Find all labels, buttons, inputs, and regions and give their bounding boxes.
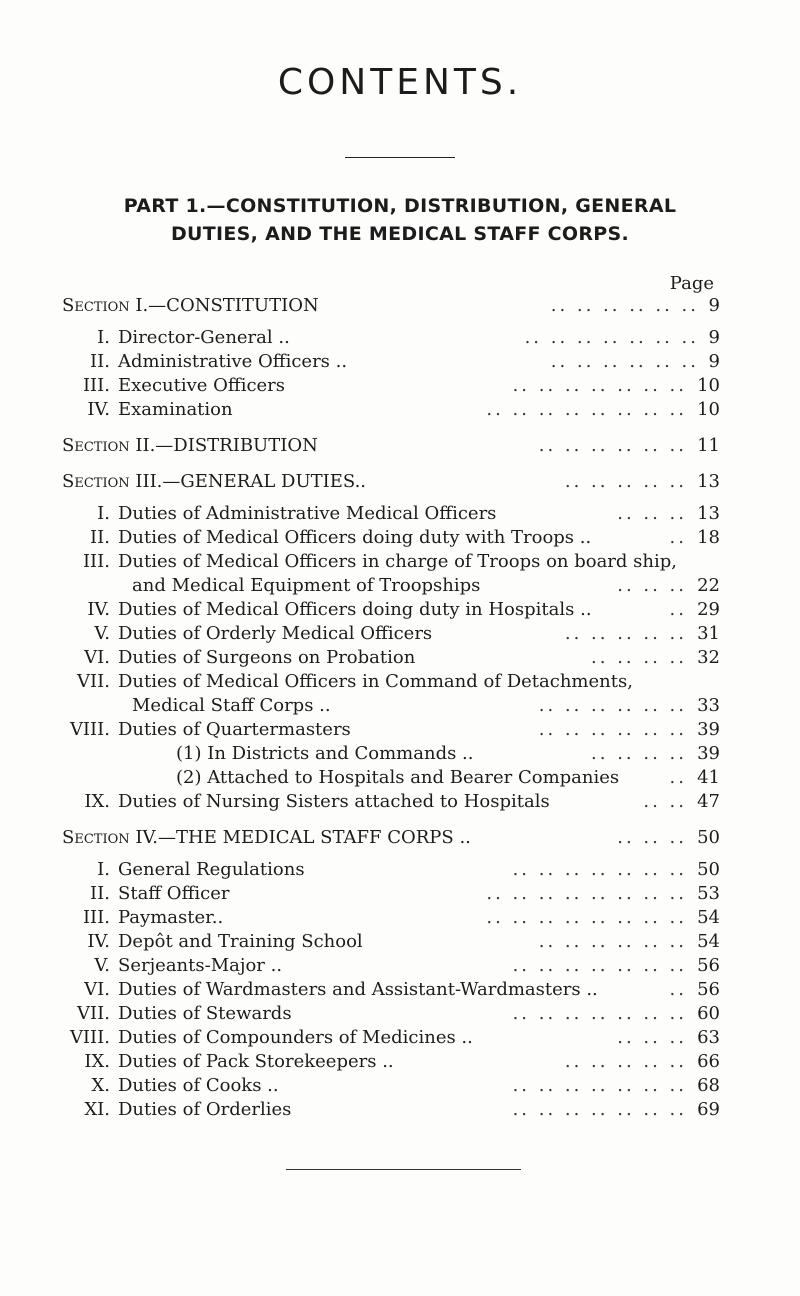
toc-entry	[0, 646, 800, 670]
page-number: 53	[697, 883, 720, 904]
dot-leader: .. .. .. .. .. ..	[538, 435, 687, 456]
page-number: 69	[697, 1099, 720, 1120]
toc-entry	[0, 1098, 800, 1122]
dot-leader: .. .. .. .. ..	[564, 1051, 687, 1072]
entry-numeral: III.	[82, 907, 110, 928]
toc-entry	[0, 374, 800, 398]
spacer	[0, 318, 800, 326]
dot-leader: ..	[669, 979, 687, 1000]
dot-leader: .. .. .. .. .. .. ..	[512, 375, 687, 396]
toc-entry	[0, 742, 800, 766]
entry-numeral: II.	[90, 883, 110, 904]
entry-numeral: VII.	[77, 671, 110, 692]
toc-entry	[0, 718, 800, 742]
dot-leader: .. .. .. .. ..	[564, 623, 687, 644]
dot-leader: .. .. .. .. .. .. .. ..	[486, 883, 687, 904]
section-name: IV.—THE MEDICAL STAFF CORPS ..	[135, 827, 471, 848]
toc-entry	[0, 526, 800, 550]
entry-title: Serjeants-Major ..	[118, 955, 283, 976]
toc-entry	[0, 882, 800, 906]
entry-title: Staff Officer	[118, 883, 230, 904]
dot-leader: .. .. ..	[617, 503, 687, 524]
dot-leader: .. .. .. .. .. ..	[550, 295, 699, 316]
toc-entry	[0, 502, 800, 526]
toc-entry	[0, 350, 800, 374]
entry-title: Duties of Compounders of Medicines ..	[118, 1027, 473, 1048]
page-number: 56	[697, 955, 720, 976]
entry-title: Duties of Wardmasters and Assistant-Wardmasters ..	[118, 979, 598, 1000]
spacer	[0, 494, 800, 502]
section-label: Section	[62, 471, 130, 492]
entry-numeral: I.	[97, 503, 110, 524]
entry-title: and Medical Equipment of Troopships	[132, 575, 481, 596]
entry-numeral: I.	[97, 859, 110, 880]
entry-title: Duties of Medical Officers doing duty in Hospitals ..	[118, 599, 592, 620]
page-number: 9	[708, 327, 720, 348]
entry-title: Examination	[118, 399, 233, 420]
page-number: 31	[697, 623, 720, 644]
entry-numeral: VIII.	[69, 1027, 110, 1048]
entry-numeral: IV.	[87, 931, 110, 952]
entry-title: Duties of Pack Storekeepers ..	[118, 1051, 394, 1072]
entry-numeral: VI.	[84, 647, 110, 668]
section-heading	[0, 826, 800, 850]
dot-leader: .. .. .. .. .. .. ..	[512, 1099, 687, 1120]
page-number: 39	[697, 743, 720, 764]
dot-leader: .. .. .. .. .. ..	[538, 931, 687, 952]
dot-leader: .. ..	[643, 791, 687, 812]
section-name: II.—DISTRIBUTION	[135, 435, 318, 456]
dot-leader: .. .. .. .. .. .. .. ..	[486, 399, 687, 420]
toc-entry	[0, 766, 800, 790]
entry-numeral: X.	[91, 1075, 110, 1096]
entry-title: General Regulations	[118, 859, 305, 880]
toc-entry	[0, 858, 800, 882]
dot-leader: .. .. .. .. .. .. ..	[524, 327, 699, 348]
page-number: 13	[697, 503, 720, 524]
toc-entry	[0, 1050, 800, 1074]
dot-leader: .. .. .. .. ..	[564, 471, 687, 492]
dot-leader: ..	[669, 599, 687, 620]
entry-numeral: VI.	[84, 979, 110, 1000]
entry-title: Duties of Nursing Sisters attached to Hospitals	[118, 791, 550, 812]
page-number: 22	[697, 575, 720, 596]
dot-leader: ..	[669, 767, 687, 788]
toc-entry	[0, 622, 800, 646]
spacer	[0, 814, 800, 826]
page-number: 41	[697, 767, 720, 788]
entry-title: Duties of Medical Officers doing duty with Troops ..	[118, 527, 592, 548]
page-number: 39	[697, 719, 720, 740]
dot-leader: .. .. .. .. .. .. ..	[512, 1075, 687, 1096]
page-number: 47	[697, 791, 720, 812]
dot-leader: .. .. .. .. .. .. .. ..	[486, 907, 687, 928]
page-number: 56	[697, 979, 720, 1000]
section-heading	[0, 294, 800, 318]
entry-title: (2) Attached to Hospitals and Bearer Companies	[176, 767, 620, 788]
toc-entry	[0, 550, 800, 574]
page-number: 54	[697, 931, 720, 952]
bottom-rule	[286, 1169, 521, 1170]
entry-title: Duties of Administrative Medical Officers	[118, 503, 497, 524]
page-number: 63	[697, 1027, 720, 1048]
page-number: 50	[697, 859, 720, 880]
entry-numeral: IV.	[87, 599, 110, 620]
entry-title: Executive Officers	[118, 375, 286, 396]
section-title	[62, 826, 471, 850]
spacer	[0, 458, 800, 470]
page-number: 54	[697, 907, 720, 928]
page-number: 10	[697, 399, 720, 420]
dot-leader: .. .. .. .. .. ..	[538, 719, 687, 740]
toc-entry	[0, 1026, 800, 1050]
page-number: 60	[697, 1003, 720, 1024]
section-heading	[0, 434, 800, 458]
spacer	[0, 422, 800, 434]
dot-leader: .. .. ..	[617, 575, 687, 596]
page-number: 33	[697, 695, 720, 716]
entry-title: Depôt and Training School	[118, 931, 363, 952]
entry-numeral: VIII.	[69, 719, 110, 740]
section-title	[62, 470, 366, 494]
toc-entry	[0, 694, 800, 718]
entry-title: Duties of Orderlies	[118, 1099, 292, 1120]
entry-numeral: I.	[97, 327, 110, 348]
section-label: Section	[62, 435, 130, 456]
page-number: 50	[697, 827, 720, 848]
section-heading	[0, 470, 800, 494]
title-rule	[345, 157, 455, 158]
toc-entry	[0, 398, 800, 422]
entry-title: Paymaster..	[118, 907, 224, 928]
section-name: III.—GENERAL DUTIES..	[135, 471, 367, 492]
entry-title: Duties of Stewards	[118, 1003, 292, 1024]
entry-title: Duties of Surgeons on Probation	[118, 647, 416, 668]
dot-leader: .. .. ..	[617, 1027, 687, 1048]
page-number: 9	[708, 295, 720, 316]
toc-entry	[0, 1002, 800, 1026]
page-number: 29	[697, 599, 720, 620]
section-name: I.—CONSTITUTION	[135, 295, 319, 316]
toc-entry	[0, 790, 800, 814]
dot-leader: .. .. .. .. .. .. ..	[512, 859, 687, 880]
entry-title: (1) In Districts and Commands ..	[176, 743, 474, 764]
page-number: 9	[708, 351, 720, 372]
entry-numeral: II.	[90, 527, 110, 548]
dot-leader: .. .. .. ..	[591, 743, 687, 764]
entry-numeral: V.	[94, 623, 110, 644]
toc-entry	[0, 670, 800, 694]
toc-entry	[0, 326, 800, 350]
entry-numeral: II.	[90, 351, 110, 372]
entry-title: Duties of Medical Officers in charge of Troops on board ship,	[118, 551, 677, 572]
dot-leader: ..	[669, 527, 687, 548]
dot-leader: .. .. .. .. .. .. ..	[512, 955, 687, 976]
entry-numeral: III.	[82, 375, 110, 396]
entry-title: Duties of Quartermasters	[118, 719, 351, 740]
toc-entry	[0, 906, 800, 930]
part-heading-line-1: PART 1.—CONSTITUTION, DISTRIBUTION, GENERAL	[123, 195, 677, 217]
page-number: 10	[697, 375, 720, 396]
entry-title: Director-General ..	[118, 327, 290, 348]
toc-entry	[0, 954, 800, 978]
page-number: 66	[697, 1051, 720, 1072]
entry-title: Duties of Cooks ..	[118, 1075, 279, 1096]
dot-leader: .. .. ..	[617, 827, 687, 848]
entry-title: Administrative Officers ..	[118, 351, 348, 372]
page-number: 11	[697, 435, 720, 456]
section-title	[62, 434, 318, 458]
entry-numeral: IV.	[87, 399, 110, 420]
section-title	[62, 294, 319, 318]
dot-leader: .. .. .. .. .. ..	[538, 695, 687, 716]
entry-numeral: XI.	[84, 1099, 110, 1120]
entry-numeral: VII.	[77, 1003, 110, 1024]
page-number: 13	[697, 471, 720, 492]
entry-numeral: IX.	[84, 791, 110, 812]
page-title: CONTENTS.	[277, 62, 523, 103]
part-heading	[70, 192, 730, 248]
entry-numeral: III.	[82, 551, 110, 572]
table-of-contents	[0, 294, 800, 1122]
entry-numeral: V.	[94, 955, 110, 976]
entry-title: Duties of Medical Officers in Command of Detachments,	[118, 671, 633, 692]
spacer	[0, 850, 800, 858]
part-heading-line-2: DUTIES, AND THE MEDICAL STAFF CORPS.	[170, 223, 630, 245]
entry-title: Duties of Orderly Medical Officers	[118, 623, 433, 644]
page-number: 18	[697, 527, 720, 548]
dot-leader: .. .. .. .. .. ..	[550, 351, 699, 372]
entry-title: Medical Staff Corps ..	[132, 695, 331, 716]
section-label: Section	[62, 827, 130, 848]
dot-leader: .. .. .. .. .. .. ..	[512, 1003, 687, 1024]
toc-entry	[0, 574, 800, 598]
toc-entry	[0, 930, 800, 954]
section-label: Section	[62, 295, 130, 316]
entry-numeral: IX.	[84, 1051, 110, 1072]
toc-entry	[0, 1074, 800, 1098]
page-column-label: Page	[669, 273, 714, 294]
toc-entry	[0, 978, 800, 1002]
toc-entry	[0, 598, 800, 622]
page-number: 32	[697, 647, 720, 668]
page-number: 68	[697, 1075, 720, 1096]
dot-leader: .. .. .. ..	[591, 647, 687, 668]
